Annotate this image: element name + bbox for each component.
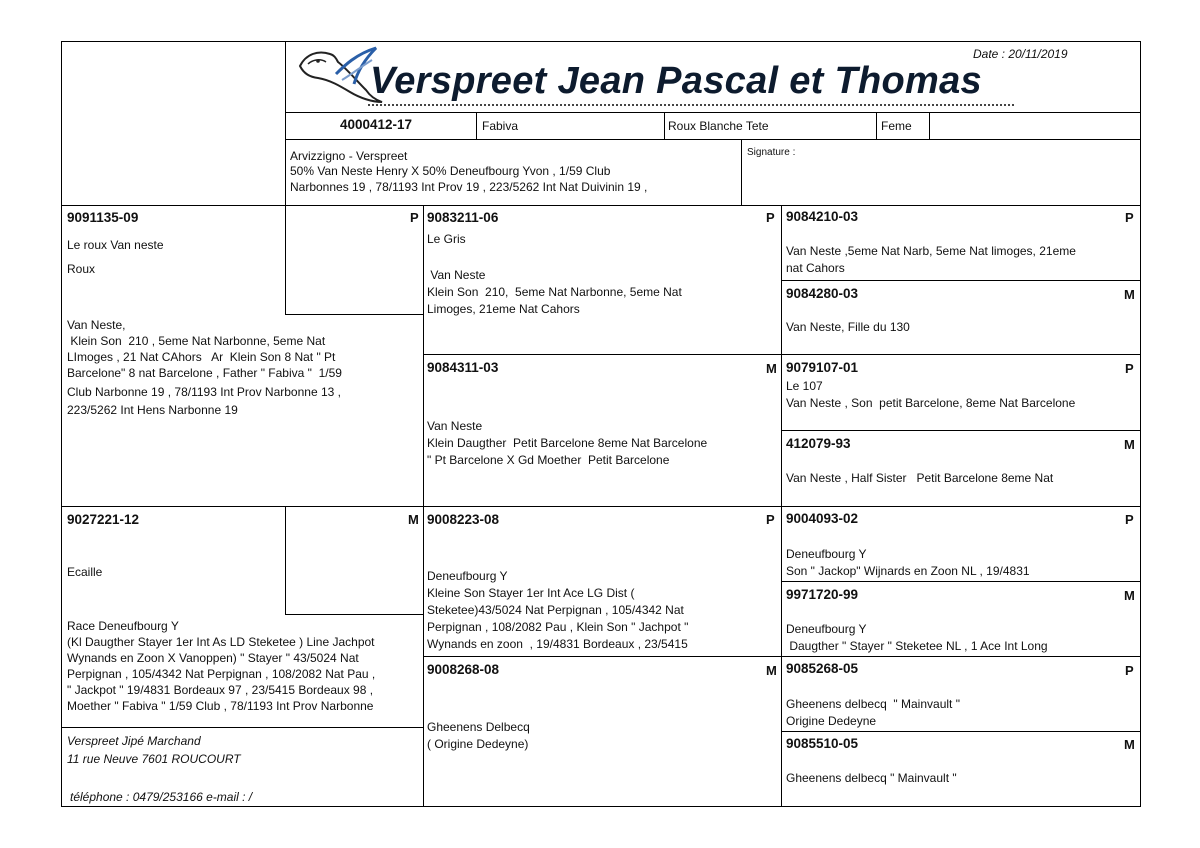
ds-line: Deneufbourg Y bbox=[427, 569, 508, 583]
dsd-line: Daugther " Stayer " Steketee NL , 1 Ace Int Long bbox=[786, 639, 1048, 653]
bird-sex: Feme bbox=[881, 119, 912, 133]
dsd-ring: 9971720-99 bbox=[786, 587, 859, 602]
dds-line: Origine Dedeyne bbox=[786, 714, 877, 728]
sdd-line: Van Neste , Half Sister Petit Barcelone 8eme Nat bbox=[786, 471, 1054, 485]
owner-name: Verspreet Jipé Marchand bbox=[67, 734, 201, 748]
ss-line: Le Gris bbox=[427, 232, 466, 246]
sire-name: Le roux Van neste bbox=[67, 238, 164, 252]
sire-ring: 9091135-09 bbox=[67, 210, 139, 225]
dam-ring: 9027221-12 bbox=[67, 512, 140, 527]
ds-line: Perpignan , 108/2082 Pau , Klein Son " Jachpot " bbox=[427, 620, 689, 634]
signature-label: Signature : bbox=[747, 147, 796, 158]
ss-ring: 9083211-06 bbox=[427, 210, 499, 225]
owner-address: 11 rue Neuve 7601 ROUCOURT bbox=[67, 752, 241, 766]
dd-line: ( Origine Dedeyne) bbox=[427, 737, 529, 751]
dss-line: Son " Jackop" Wijnards en Zoon NL , 19/4831 bbox=[786, 564, 1030, 578]
ds-line: Steketee)43/5024 Nat Perpignan , 105/4342 Nat bbox=[427, 603, 684, 617]
sdd-sex: M bbox=[1124, 437, 1135, 452]
date-label: Date : 20/11/2019 bbox=[973, 47, 1068, 61]
dds-ring: 9085268-05 bbox=[786, 661, 859, 676]
bird-color: Roux Blanche Tete bbox=[668, 119, 769, 133]
ss-line: Klein Son 210, 5eme Nat Narbonne, 5eme Nat bbox=[427, 285, 682, 299]
dds-sex: P bbox=[1125, 663, 1134, 678]
sss-ring: 9084210-03 bbox=[786, 209, 859, 224]
ssd-line: Van Neste, Fille du 130 bbox=[786, 320, 910, 334]
dd-line: Gheenens Delbecq bbox=[427, 720, 530, 734]
dss-sex: P bbox=[1125, 512, 1134, 527]
ss-line: Limoges, 21eme Nat Cahors bbox=[427, 302, 580, 316]
dds-line: Gheenens delbecq " Mainvault " bbox=[786, 697, 960, 711]
sd-line: " Pt Barcelone X Gd Moether Petit Barcelone bbox=[427, 453, 670, 467]
sdd-ring: 412079-93 bbox=[786, 436, 851, 451]
dam-sex: M bbox=[408, 512, 419, 527]
ss-line: Van Neste bbox=[427, 268, 486, 282]
sss-line: nat Cahors bbox=[786, 261, 845, 275]
sds-ring: 9079107-01 bbox=[786, 360, 859, 375]
dd-ring: 9008268-08 bbox=[427, 662, 500, 677]
bird-origin-line: 50% Van Neste Henry X 50% Deneufbourg Yvon , 1/59 Club bbox=[290, 164, 611, 178]
bird-origin-line: Arvizzigno - Verspreet bbox=[290, 149, 408, 163]
bird-origin-line: Narbonnes 19 , 78/1193 Int Prov 19 , 223/5262 Int Nat Duivinin 19 , bbox=[290, 180, 648, 194]
sds-line: Le 107 bbox=[786, 379, 823, 393]
dam-name: Ecaille bbox=[67, 565, 103, 579]
sd-ring: 9084311-03 bbox=[427, 360, 499, 375]
ssd-sex: M bbox=[1124, 287, 1135, 302]
sds-sex: P bbox=[1125, 361, 1134, 376]
ddd-line: Gheenens delbecq " Mainvault " bbox=[786, 771, 957, 785]
bird-name: Fabiva bbox=[482, 119, 519, 133]
sire-color: Roux bbox=[67, 262, 96, 276]
sss-sex: P bbox=[1125, 210, 1134, 225]
ss-sex: P bbox=[766, 210, 775, 225]
dd-sex: M bbox=[766, 663, 777, 678]
sire-sex: P bbox=[410, 210, 419, 225]
ddd-ring: 9085510-05 bbox=[786, 736, 859, 751]
ds-ring: 9008223-08 bbox=[427, 512, 500, 527]
title-underline bbox=[368, 102, 1014, 106]
ds-line: Kleine Son Stayer 1er Int Ace LG Dist ( bbox=[427, 586, 635, 600]
ssd-ring: 9084280-03 bbox=[786, 286, 859, 301]
dsd-sex: M bbox=[1124, 588, 1135, 603]
sd-sex: M bbox=[766, 361, 777, 376]
bird-ring-number: 4000412-17 bbox=[340, 117, 413, 132]
ds-line: Wynands en zoon , 19/4831 Bordeaux , 23/5415 bbox=[427, 637, 688, 651]
ds-sex: P bbox=[766, 512, 775, 527]
breeder-title: Verspreet Jean Pascal et Thomas bbox=[370, 60, 982, 102]
owner-contact: téléphone : 0479/253166 e-mail : / bbox=[70, 790, 253, 804]
sd-line: Van Neste bbox=[427, 419, 483, 433]
sss-line: Van Neste ,5eme Nat Narb, 5eme Nat limoges, 21eme bbox=[786, 244, 1076, 258]
dsd-line: Deneufbourg Y bbox=[786, 622, 867, 636]
sds-line: Van Neste , Son petit Barcelone, 8eme Nat Barcelone bbox=[786, 396, 1076, 410]
dss-line: Deneufbourg Y bbox=[786, 547, 867, 561]
dss-ring: 9004093-02 bbox=[786, 511, 859, 526]
ddd-sex: M bbox=[1124, 737, 1135, 752]
sd-line: Klein Daugther Petit Barcelone 8eme Nat Barcelone bbox=[427, 436, 708, 450]
